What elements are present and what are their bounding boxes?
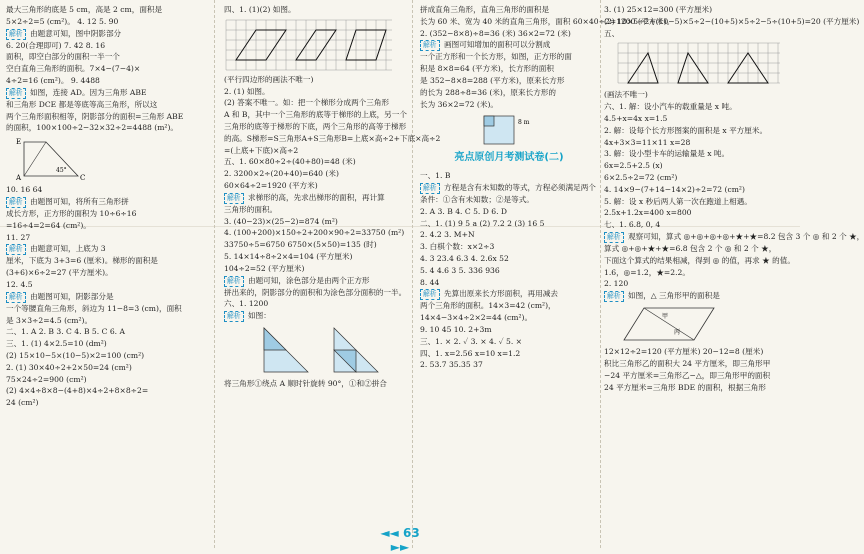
text-line: 104÷2=52 (平方厘米) xyxy=(224,263,305,273)
text-line: (2) 15×10−5×(10−5)×2=100 (cm²) xyxy=(6,350,145,360)
parallelogram-figure xyxy=(604,304,724,344)
text-line: 解析 先算出原来长方形面积，再用减去 xyxy=(420,288,598,300)
text-line: 的长为 288÷8=36 (米)，原来长方形的 xyxy=(420,87,556,97)
text-line: 14×4−3×4÷2×2=44 (cm²)。 xyxy=(420,313,533,323)
grid-triangles-figure xyxy=(604,41,784,87)
text-line: 4. 3 23.4 6.3 4. 2.6x 52 xyxy=(420,253,509,263)
text-line: 三角形的底等于梯形的下底，两个三角形的高等于梯形 xyxy=(224,121,407,131)
text-line: 2. 4.2 3. M+N xyxy=(420,230,475,240)
text-line: 解析 求梯形的高，先求出梯形的面积，再计算 xyxy=(224,192,406,204)
text-line: 三、1. × 2. ✓ 3. × 4. ✓ 5. × xyxy=(420,336,523,346)
text-line: 2. 3200×2÷(20+40)=640 (米) xyxy=(224,169,339,179)
text-line: 解析 画图可知增加的面积可以分割成 xyxy=(420,39,598,51)
trapezoid-figure xyxy=(6,136,96,182)
text-line: (2) 答案不唯一。如：把一个梯形分成两个三角形 xyxy=(224,98,390,108)
text-line: 4x+3×3=11×11 x=28 xyxy=(604,137,691,147)
text-line: 六、1. 1200 xyxy=(224,299,269,309)
text-line: 24 (cm²) xyxy=(6,398,39,408)
text-line: 解析 如图，连接 AD。因为三角形 ABE xyxy=(6,87,188,99)
text-line: 成长方形，正方形的面积为 10÷6÷16 xyxy=(6,208,137,218)
text-line: 拼成直角三角形，直角三角形的面积是 xyxy=(420,5,550,14)
text-line: 厘米，下底为 3+3=6 (厘米)。梯形的面积是 xyxy=(6,256,158,266)
text-line: (3+6)×6÷2=27 (平方厘米)。 xyxy=(6,268,113,278)
next-arrow-icon: ►► xyxy=(390,540,410,554)
text-line: 解析 由题意可知，图中阴影部分 xyxy=(6,28,188,40)
text-line: 33750÷5=6750 6750×(5×50)=135 (时) xyxy=(224,240,377,250)
text-line: 解析 如图，△ 三角形甲的面积是 xyxy=(604,290,796,302)
text-line: 2. (1) 如图。 xyxy=(224,86,270,96)
text-line: 和三角形 DCE 都是等底等高三角形，所以这 xyxy=(6,99,158,109)
text-line: 4÷2=16 (cm²)。 9. 4488 xyxy=(6,75,100,85)
text-line: −24 平方厘米=三角形乙−△，即三角形甲的面积 xyxy=(604,370,771,380)
text-line: 是 352−8×8=288 (平方米)，原来长方形 xyxy=(420,75,565,85)
text-line: 空白直角三角形的面积。7×4−(7−4)× xyxy=(6,64,141,74)
text-line: 六、1. 解：设小汽车的载重量是 x 吨。 xyxy=(604,102,737,112)
page-number-text: 63 xyxy=(402,526,420,540)
hint-tag: 解析 xyxy=(420,183,440,194)
text-line: A 和 B，其中一个三角形的底等于梯形的上底，另一个 xyxy=(224,110,407,120)
text-line: 五、1. 60×80÷2÷(40+80)=48 (米) xyxy=(224,157,356,167)
text-line: 3. 白棋个数：x×2÷3 xyxy=(420,242,495,252)
hint-tag: 解析 xyxy=(420,40,440,51)
text-line: 四、1. (1)(2) 如图。 xyxy=(224,5,296,14)
column-divider-1 xyxy=(214,0,215,548)
text-line: 解析 由题图可知，将所有三角形拼 xyxy=(6,196,188,208)
text-line: 60×64÷2=1920 (平方米) xyxy=(224,180,318,190)
text-line: 一个等腰直角三角形，斜边为 11−8=3 (cm)，面积 xyxy=(6,303,182,313)
text-line: 条件：①含有未知数；②是等式。 xyxy=(420,194,534,204)
hint-tag: 解析 xyxy=(6,244,26,255)
svg-text:45°: 45° xyxy=(56,167,67,175)
text-line: 积是 8×8=64 (平方米)，长方形的面积 xyxy=(420,64,554,74)
text-line: (平行四边形的画法不唯一) xyxy=(224,74,314,84)
svg-text:C: C xyxy=(80,174,86,183)
text-line: (2) 10×5÷2+(10−5)×5÷2−(10+5)×5÷2−5÷(10+5)=20 (平方厘米) xyxy=(604,16,860,26)
text-line: 24 平方厘米=三角形 BDE 的面积，根据三角形 xyxy=(604,382,766,392)
text-line: 10. 16 64 xyxy=(6,185,43,195)
text-line: 4. (100+200)×150÷2+200×90÷2=33750 (m²) xyxy=(224,228,405,238)
answer-column-4 xyxy=(604,4,864,393)
text-line: 二、1. A 2. B 3. C 4. B 5. C 6. A xyxy=(6,327,125,337)
text-line: (2) 4×4÷8×8−(4+8)×4÷2+8×8÷2= xyxy=(6,386,149,396)
text-line: 11. 27 xyxy=(6,232,31,242)
text-line: 5×2÷2=5 (cm²)。 4. 12 5. 90 xyxy=(6,16,119,26)
page-number xyxy=(376,526,424,554)
text-line: 75×24÷2=900 (cm²) xyxy=(6,374,87,384)
rectangle-figure xyxy=(420,112,590,148)
hint-tag: 解析 xyxy=(6,29,26,40)
text-line: 一个正方形和一个长方形，如图，正方形的面 xyxy=(420,52,572,62)
rotated-triangles-figure xyxy=(224,324,394,376)
grid-figure xyxy=(224,18,394,72)
text-line: 五、 xyxy=(604,28,620,38)
text-line: 2. 解：设每个长方形图案的面积是 x 平方厘米。 xyxy=(604,125,768,135)
text-line: 面积，即空白部分的面积一半一个 xyxy=(6,52,120,62)
svg-text:8 m: 8 m xyxy=(518,119,530,127)
text-line: 6x=2.5+2.5 (x) xyxy=(604,161,663,171)
text-line: 4. 14×9−(7+14−14×2)÷2=72 (cm²) xyxy=(604,184,745,194)
text-line: 2. 53.7 35.35 37 xyxy=(420,360,483,370)
text-line: 5. 4 4.6 3 5. 336 936 xyxy=(420,265,500,275)
text-line: 解析 观察可知，算式 ◎+◎+◎+◎+★+★=8.2 包含 3 个 ◎ 和 2 个 ★， xyxy=(604,231,796,243)
text-line: 6. 20(合理即可) 7. 42 8. 16 xyxy=(6,40,106,50)
text-line: 3. (1) 25×12=300 (平方厘米) xyxy=(604,5,713,14)
text-line: 5. 14×14÷8÷2×4=104 (平方厘米) xyxy=(224,251,353,261)
text-line: 解析 由题意可知，上底为 3 xyxy=(6,243,188,255)
text-line: 3. 解：设小型卡车的运输量是 x 吨。 xyxy=(604,149,730,159)
hint-tag: 解析 xyxy=(6,197,26,208)
text-line: 是 3×3÷2=4.5 (cm²)。 xyxy=(6,315,93,325)
text-line: 七、1. 6.8, 0, 4 xyxy=(604,220,661,230)
text-line: 二、1. (1) 9 5 a (2) 7.2 2 (3) 16 5 xyxy=(420,218,545,228)
svg-text:A: A xyxy=(16,174,22,183)
hint-tag: 解析 xyxy=(6,88,26,99)
figure-note: (画法不唯一) xyxy=(604,90,648,100)
text-line: 解析 如图： xyxy=(224,310,406,322)
text-line: 下面这个算式的结果相减，得到 ◎ 的值，再求 ★ 的值。 xyxy=(604,255,795,265)
hint-tag: 解析 xyxy=(224,311,244,322)
text-line: 4.5+x=4x x=1.5 xyxy=(604,113,668,123)
text-line: 的面积，100×100÷2−32×32÷2=4488 (m²)。 xyxy=(6,123,179,133)
text-line: 2. A 3. B 4. C 5. D 6. D xyxy=(420,206,508,216)
text-line: 长为 60 米、宽为 40 米的直角三角形，面积 60×40÷2=1200 (平方米)。 xyxy=(420,16,675,26)
text-line: 解析 由题可知，涂色部分是由两个正方形 xyxy=(224,275,406,287)
text-line: 两个三角形的面积。14×3=42 (cm²)， xyxy=(420,301,556,311)
text-line: 2.5x+1.2x=400 x=800 xyxy=(604,208,692,218)
hint-tag: 解析 xyxy=(604,291,624,302)
hint-tag: 解析 xyxy=(224,193,244,204)
text-line: 算式 ◎+◎+★+★=6.8 包含 2 个 ◎ 和 2 个 ★， xyxy=(604,243,777,253)
prev-arrow-icon: ◄◄ xyxy=(380,526,399,540)
text-line: 三、1. (1) 4×2.5=10 (dm²) xyxy=(6,339,107,349)
text-line: 9. 10 45 10. 2+3m xyxy=(420,324,492,334)
text-line: 积比三角形乙的面积大 24 平方厘米，即三角形甲 xyxy=(604,358,771,368)
text-line: 1.6，◎=1.2，★=2.2。 xyxy=(604,267,690,277)
text-line: 12. 4.5 xyxy=(6,279,33,289)
text-line: 3. (40−23)×(25−2)=874 (m²) xyxy=(224,216,338,226)
text-line: 将三角形①绕点 A 顺时针旋转 90°，①和②拼合 xyxy=(224,379,387,389)
text-line: 2. (352−8×8)÷8=36 (米) 36×2=72 (米) xyxy=(420,28,571,38)
svg-text:E: E xyxy=(16,138,22,147)
text-line: 2. (1) 30×40÷2+2×50=24 (cm²) xyxy=(6,362,132,372)
hint-tag: 解析 xyxy=(604,232,624,243)
text-line: 2. 120 xyxy=(604,279,629,289)
text-line: 的高。S梯形=S三角形A+S三角形B=上底×高÷2+下底×高÷2 xyxy=(224,133,441,143)
text-line: =(上底+下底)×高÷2 xyxy=(224,145,299,155)
text-line: 8. 44 xyxy=(420,277,440,287)
text-line: 三角形的面积。 xyxy=(224,204,278,214)
hint-tag: 解析 xyxy=(6,292,26,303)
text-line: 长为 36×2=72 (米)。 xyxy=(420,99,499,109)
text-line: 最大三角形的底是 5 cm，高是 2 cm，面积是 xyxy=(6,5,163,14)
text-line: 解析 由题图可知，阴影部分是 xyxy=(6,291,188,303)
column-divider-2 xyxy=(412,0,413,548)
text-line: =16÷4=2=64 (cm²)。 xyxy=(6,220,91,230)
text-line: 拼出来的，阴影部分的面积和为涂色部分面积的一半。 xyxy=(224,287,407,297)
text-line: 四、1. x=2.56 x=10 x=1.2 xyxy=(420,348,521,358)
svg-text:丙: 丙 xyxy=(674,329,681,337)
text-line: 一、1. B xyxy=(420,171,451,181)
svg-text:甲: 甲 xyxy=(662,313,669,321)
text-line: 解析 方程是含有未知数的等式，方程必须满足两个 xyxy=(420,182,598,194)
answer-column-1 xyxy=(6,4,188,409)
text-line: 5. 解：设 x 秒后两人第一次在跑道上相遇。 xyxy=(604,196,752,206)
hint-tag: 解析 xyxy=(420,289,440,300)
column-divider-3 xyxy=(600,0,601,548)
hint-tag: 解析 xyxy=(224,276,244,287)
text-line: 12×12÷2=120 (平方厘米) 20−12=8 (厘米) xyxy=(604,347,764,357)
text-line: 两个三角形面积相等，阴影部分的面积=三角形 ABE xyxy=(6,111,184,121)
text-line: 6×2.5÷2=72 (cm²) xyxy=(604,172,678,182)
section-title: 亮点原创月考测试卷(二) xyxy=(454,152,564,164)
